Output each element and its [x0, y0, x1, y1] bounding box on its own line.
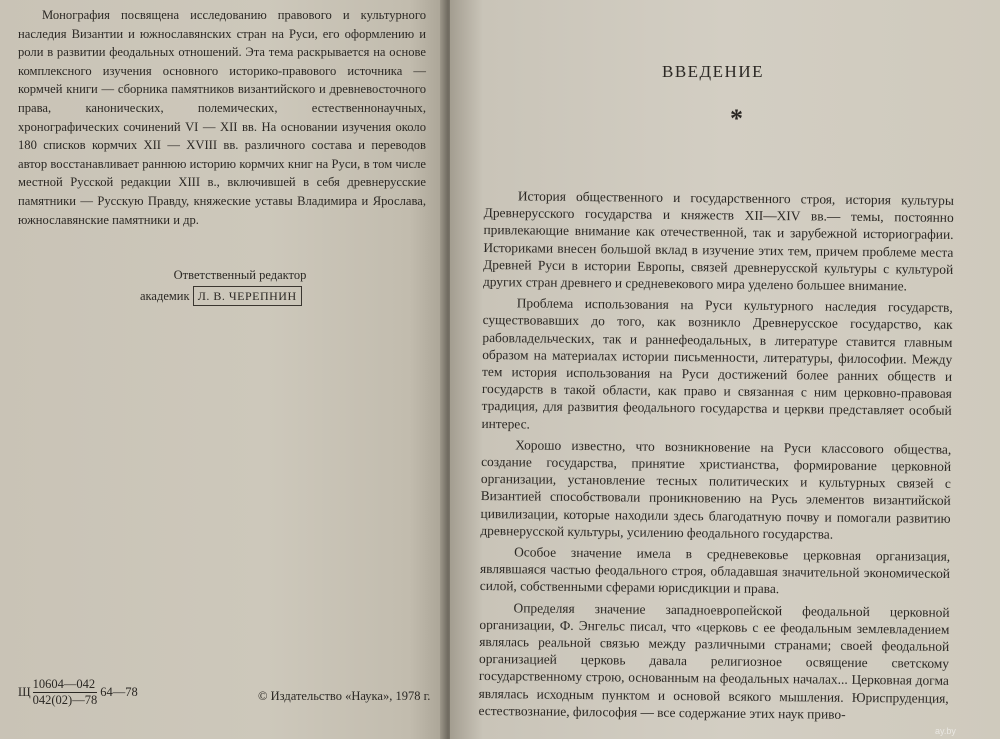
code-numerator: 10604—042 — [33, 677, 98, 693]
editor-title: академик — [140, 289, 190, 303]
editor-role: Ответственный редактор — [173, 268, 307, 282]
paragraph: Особое значение имела в средневековье церковная организация, являвшаяся частью феодального строя, обладавшая значительной экономической силой, собственными сферами юрисдикции и права. — [479, 544, 951, 597]
editor-credit — [140, 266, 340, 306]
code-denominator: 042(02)—78 — [32, 693, 98, 707]
code-suffix: 64—78 — [100, 685, 138, 699]
paragraph: Хорошо известно, что возникновение на Руси классового общества, создание государства, принятие христианства, формирование церковной организации, установление тесных политических и культурных связей с Византией способствовали проникновению на Русь элементов византийской цивилизации, которые находили здесь благодатную почву и помогали развитию древнерусской культуры, усилению феодального государства. — [480, 437, 952, 542]
publication-code — [18, 677, 138, 708]
annotation-block — [18, 6, 426, 229]
annotation-text: Монография посвящена исследованию правового и культурного наследия Византии и южнославянских стран на Руси, его оформлению и роли в развитии феодальных отношений. Эта тема раскрывается на основе комплексного изучения основного историко-правового источника — кормчей книги — сборника памятников византийского и древневосточного права, канонических, полемических, естественнонаучных, хронографических сочинений VI — XII вв. На основании изучения около 180 списков кормчих XII — XVIII вв. различного состава и переводов автор восстанавливает раннюю историю кормчих книг на Руси, в том числе местной Русской редакции XIII в., включившей в себя древнерусские памятники — Русскую Правду, княжеские уставы Владимира и Ярослава, южнославянские памятники и др. — [18, 8, 426, 227]
editor-line — [140, 286, 340, 306]
left-page — [0, 0, 445, 739]
paragraph: История общественного и государственного строя, история культуры Древнерусского государства и княжеств XII—XIV вв.— темы, постоянно привлекающие внимание как отечественной, так и зарубежной историографии. Историками внесен большой вклад в изучение этих тем, причем проблеме места Древней Руси в истории Европы, связей древнерусской культуры с культурой других стран древнего и средневекового мира уделено большее внимание. — [482, 188, 954, 294]
code-prefix: Щ — [18, 685, 31, 699]
introduction-text — [478, 187, 954, 728]
watermark: ay.by — [935, 726, 956, 736]
code-fraction — [33, 677, 98, 708]
editor-name: Л. В. ЧЕРЕПНИН — [193, 286, 302, 306]
paragraph: Определяя значение западноевропейской феодальной церковной организации, Ф. Энгельс писал, что «церковь с ее феодальным землевладением являлась реальной связью между различными странами; своей феодальной организацией церковь давала религиозное освящение светскому государственному строю, основанным на феодальных началах... Церковная догма являлась исходным пунктом и основой всякого мышления. Юриспруденция, естествознание, философия — все содержание этих наук приво- — [478, 600, 950, 722]
chapter-heading: ВВЕДЕНИЕ — [662, 62, 764, 81]
copyright: © Издательство «Наука», 1978 г. — [258, 689, 431, 703]
asterisk-ornament: * — [730, 104, 743, 133]
paragraph: Проблема использования на Руси культурного наследия государств, существовавших до того, как возникло Древнерусское государство, как рабовладельческих, так и раннефеодальных, в литературе ставится главным образом на материалах истории письменности, литературы, философии. Между тем история использования на Руси достижений более ранних обществ и государств в такой области, как право и связанная с ним церковно-правовая традиция, для развития феодального государства и церкви представляет особый интерес. — [481, 295, 953, 432]
